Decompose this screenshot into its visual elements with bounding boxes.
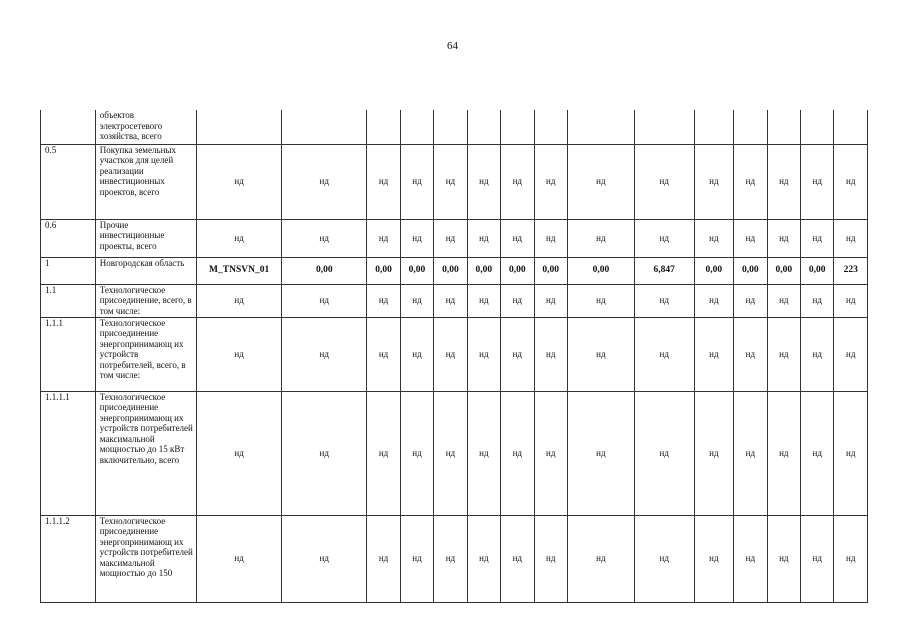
value-cell: нд: [400, 144, 433, 219]
value-cell: нд: [634, 515, 694, 602]
value-cell: нд: [734, 284, 767, 317]
value-cell: нд: [567, 284, 634, 317]
row-name: Технологическое присоединение энергопринимающ их устройств потребителей максимальной мощностью до 150: [95, 515, 196, 602]
value-cell: 0,00: [282, 257, 367, 284]
value-cell: 6,847: [634, 257, 694, 284]
value-cell: нд: [567, 515, 634, 602]
value-cell: нд: [694, 219, 734, 257]
value-cell: нд: [282, 317, 367, 391]
value-cell: нд: [282, 391, 367, 515]
row-code: 0.5: [41, 144, 96, 219]
value-cell: нд: [734, 391, 767, 515]
value-cell: 0,00: [400, 257, 433, 284]
value-cell: [501, 110, 534, 144]
table-row: [41, 257, 868, 284]
value-cell: нд: [734, 144, 767, 219]
value-cell: нд: [800, 219, 833, 257]
value-cell: нд: [434, 284, 467, 317]
value-cell: нд: [434, 391, 467, 515]
value-cell: нд: [634, 284, 694, 317]
value-cell: нд: [282, 284, 367, 317]
value-cell: [567, 110, 634, 144]
value-cell: нд: [282, 515, 367, 602]
value-cell: нд: [367, 391, 400, 515]
row-name: объектов электросетевого хозяйства, всего: [95, 110, 196, 144]
value-cell: нд: [501, 284, 534, 317]
value-cell: [800, 110, 833, 144]
value-cell: [534, 110, 567, 144]
value-cell: нд: [434, 515, 467, 602]
value-cell: нд: [734, 515, 767, 602]
row-name: Технологическое присоединение, всего, в том числе:: [95, 284, 196, 317]
value-cell: нд: [567, 391, 634, 515]
value-cell: нд: [367, 144, 400, 219]
value-cell: нд: [634, 317, 694, 391]
value-cell: нд: [400, 219, 433, 257]
value-cell: нд: [197, 391, 282, 515]
table-row: [41, 391, 868, 515]
value-cell: нд: [767, 144, 800, 219]
value-cell: [400, 110, 433, 144]
value-cell: нд: [197, 219, 282, 257]
value-cell: нд: [367, 219, 400, 257]
value-cell: 0,00: [694, 257, 734, 284]
value-cell: нд: [694, 317, 734, 391]
row-name: Технологическое присоединение энергопринимающ их устройств потребителей, всего, в том числе:: [95, 317, 196, 391]
row-code: 1.1.1: [41, 317, 96, 391]
table-row: [41, 317, 868, 391]
value-cell: нд: [467, 515, 500, 602]
value-cell: нд: [567, 144, 634, 219]
value-cell: 223: [834, 257, 868, 284]
value-cell: нд: [534, 284, 567, 317]
value-cell: нд: [400, 317, 433, 391]
value-cell: 0,00: [534, 257, 567, 284]
table-row: [41, 144, 868, 219]
value-cell: [282, 110, 367, 144]
value-cell: нд: [434, 317, 467, 391]
value-cell: [634, 110, 694, 144]
table-row: [41, 515, 868, 602]
row-code: 1.1.1.2: [41, 515, 96, 602]
value-cell: нд: [800, 284, 833, 317]
value-cell: нд: [834, 391, 868, 515]
investment-table: [40, 110, 868, 603]
value-cell: нд: [467, 391, 500, 515]
value-cell: 0,00: [434, 257, 467, 284]
value-cell: 0,00: [467, 257, 500, 284]
row-code: [41, 110, 96, 144]
value-cell: нд: [367, 515, 400, 602]
value-cell: нд: [834, 515, 868, 602]
value-cell: нд: [282, 144, 367, 219]
value-cell: нд: [634, 144, 694, 219]
row-code: 1.1: [41, 284, 96, 317]
value-cell: нд: [800, 144, 833, 219]
value-cell: нд: [534, 391, 567, 515]
table-row: [41, 219, 868, 257]
value-cell: [734, 110, 767, 144]
value-cell: нд: [694, 144, 734, 219]
value-cell: [694, 110, 734, 144]
value-cell: нд: [834, 144, 868, 219]
value-cell: нд: [834, 317, 868, 391]
value-cell: [434, 110, 467, 144]
value-cell: нд: [534, 317, 567, 391]
value-cell: нд: [567, 317, 634, 391]
value-cell: нд: [197, 515, 282, 602]
value-cell: нд: [197, 144, 282, 219]
value-cell: нд: [467, 144, 500, 219]
value-cell: нд: [467, 219, 500, 257]
value-cell: [367, 110, 400, 144]
value-cell: нд: [400, 391, 433, 515]
value-cell: нд: [567, 219, 634, 257]
value-cell: нд: [534, 144, 567, 219]
value-cell: нд: [400, 284, 433, 317]
value-cell: нд: [501, 391, 534, 515]
value-cell: нд: [767, 219, 800, 257]
row-name: Покупка земельных участков для целей реализации инвестиционных проектов, всего: [95, 144, 196, 219]
value-cell: нд: [467, 284, 500, 317]
value-cell: нд: [834, 284, 868, 317]
value-cell: нд: [501, 144, 534, 219]
value-cell: нд: [734, 317, 767, 391]
value-cell: нд: [434, 144, 467, 219]
value-cell: нд: [767, 515, 800, 602]
value-cell: нд: [734, 219, 767, 257]
table-row: [41, 110, 868, 144]
value-cell: нд: [800, 515, 833, 602]
value-cell: нд: [767, 284, 800, 317]
value-cell: нд: [694, 515, 734, 602]
value-cell: нд: [767, 317, 800, 391]
value-cell: нд: [834, 219, 868, 257]
value-cell: нд: [367, 284, 400, 317]
value-cell: нд: [800, 391, 833, 515]
value-cell: нд: [400, 515, 433, 602]
value-cell: нд: [634, 391, 694, 515]
value-cell: 0,00: [800, 257, 833, 284]
row-name: Технологическое присоединение энергопринимающ их устройств потребителей максимальной мощностью до 15 кВт включительно, всего: [95, 391, 196, 515]
value-cell: нд: [197, 284, 282, 317]
value-cell: нд: [501, 515, 534, 602]
table-row: [41, 284, 868, 317]
value-cell: нд: [534, 219, 567, 257]
value-cell: [834, 110, 868, 144]
value-cell: 0,00: [734, 257, 767, 284]
value-cell: нд: [367, 317, 400, 391]
value-cell: нд: [534, 515, 567, 602]
value-cell: нд: [434, 219, 467, 257]
row-name: Новгородская область: [95, 257, 196, 284]
value-cell: 0,00: [767, 257, 800, 284]
value-cell: [467, 110, 500, 144]
value-cell: нд: [197, 317, 282, 391]
row-code: 1: [41, 257, 96, 284]
value-cell: M_TNSVN_01: [197, 257, 282, 284]
row-code: 1.1.1.1: [41, 391, 96, 515]
value-cell: нд: [467, 317, 500, 391]
value-cell: нд: [282, 219, 367, 257]
value-cell: нд: [800, 317, 833, 391]
value-cell: нд: [501, 219, 534, 257]
row-code: 0.6: [41, 219, 96, 257]
page-number: 64: [447, 40, 458, 52]
row-name: Прочие инвестиционные проекты, всего: [95, 219, 196, 257]
value-cell: 0,00: [567, 257, 634, 284]
value-cell: [767, 110, 800, 144]
value-cell: [197, 110, 282, 144]
value-cell: нд: [694, 391, 734, 515]
value-cell: нд: [694, 284, 734, 317]
value-cell: нд: [767, 391, 800, 515]
value-cell: 0,00: [501, 257, 534, 284]
value-cell: нд: [634, 219, 694, 257]
value-cell: нд: [501, 317, 534, 391]
value-cell: 0,00: [367, 257, 400, 284]
